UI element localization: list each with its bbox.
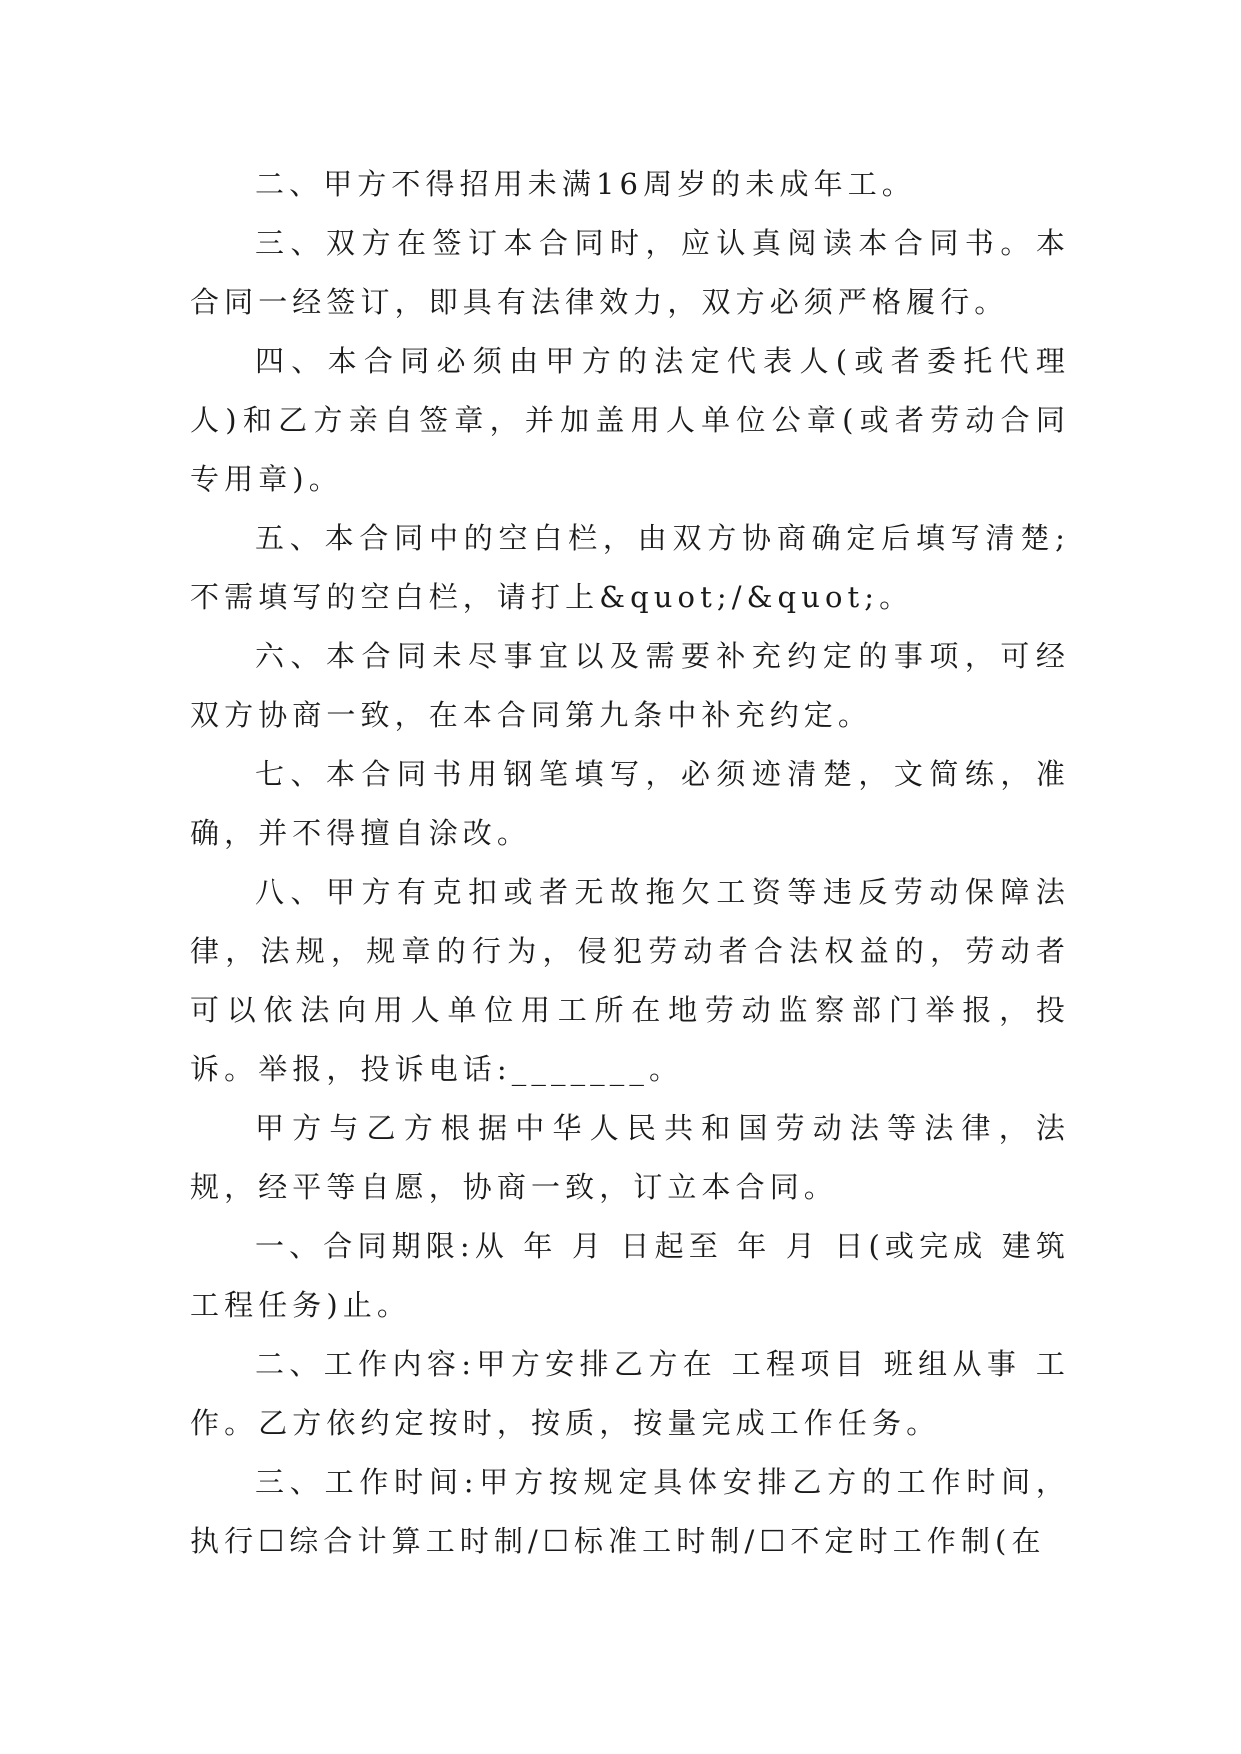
paragraph-work-hours: 三、工作时间:甲方按规定具体安排乙方的工作时间，执行☐综合计算工时制/☐标准工时制/☐不定时工作制(在: [190, 1465, 1070, 1558]
paragraph-min-age: 二、甲方不得招用未满16周岁的未成年工。: [255, 167, 916, 201]
paragraph-wage-complaint: 八、甲方有克扣或者无故拖欠工资等违反劳动保障法律，法规，规章的行为，侵犯劳动者合法权益的，劳动者可以依法向用人单位用工所在地劳动监察部门举报，投诉。举报，投诉电话:_______。: [190, 875, 1070, 1086]
paragraph-work-content: 二、工作内容:甲方安排乙方在 工程项目 班组从事 工作。乙方依约定按时，按质，按量完成工作任务。: [190, 1347, 1070, 1440]
paragraph-preamble: 甲方与乙方根据中华人民共和国劳动法等法律，法规，经平等自愿，协商一致，订立本合同。: [190, 1111, 1070, 1204]
paragraph-signatures: 四、本合同必须由甲方的法定代表人(或者委托代理人)和乙方亲自签章，并加盖用人单位公章(或者劳动合同专用章)。: [190, 344, 1070, 496]
paragraph-supplementary: 六、本合同未尽事宜以及需要补充约定的事项，可经双方协商一致，在本合同第九条中补充约定。: [190, 639, 1070, 732]
paragraph-blank-fields: 五、本合同中的空白栏，由双方协商确定后填写清楚;不需填写的空白栏，请打上&quot;/&quot;。: [190, 521, 1070, 614]
document-body: [190, 155, 1070, 1571]
paragraph-pen-filling: 七、本合同书用钢笔填写，必须迹清楚，文简练，准确，并不得擅自涂改。: [190, 757, 1070, 850]
paragraph-contract-term: 一、合同期限:从 年 月 日起至 年 月 日(或完成 建筑工程任务)止。: [190, 1229, 1070, 1322]
paragraph-read-contract: 三、双方在签订本合同时，应认真阅读本合同书。本合同一经签订，即具有法律效力，双方必须严格履行。: [190, 226, 1070, 319]
